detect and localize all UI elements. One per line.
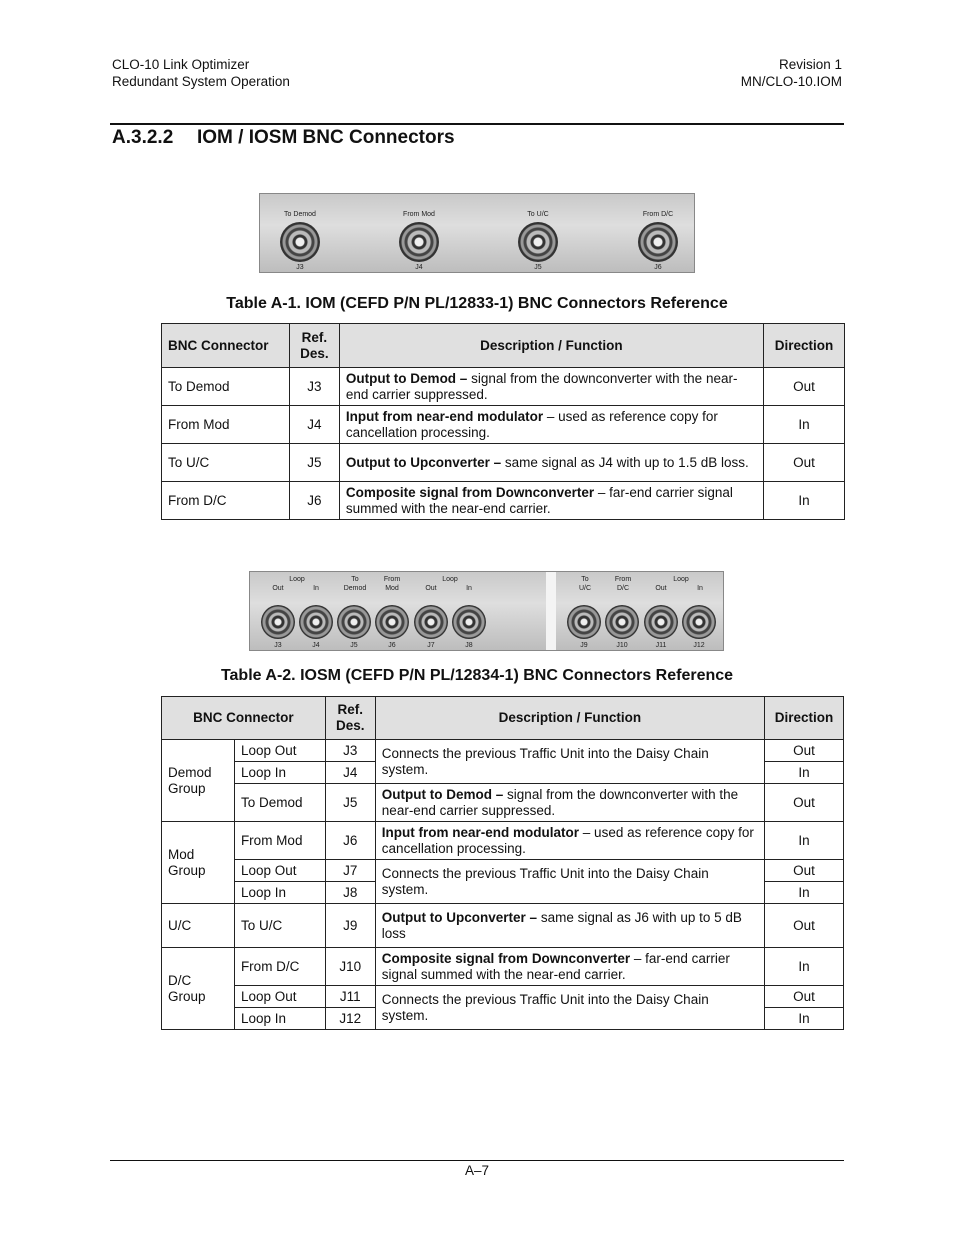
table-a2 (161, 696, 844, 1030)
photo-label-loop: Loop (442, 576, 458, 583)
photo-label-demod: Demod (343, 585, 367, 592)
photo-jack: J5 (350, 642, 358, 649)
table-header-row (162, 324, 845, 368)
doc-subtitle: Redundant System Operation (112, 74, 290, 89)
connector-cell: To Demod (162, 368, 290, 406)
direction-cell: In (764, 1008, 843, 1030)
doc-number: MN/CLO-10.IOM (740, 74, 842, 89)
photo-label-loop: Loop (289, 576, 305, 583)
connector-cell: Loop Out (234, 740, 325, 762)
description-cell: Connects the previous Traffic Unit into the Daisy Chain system. (375, 986, 764, 1030)
photo-jack-j3: J3 (296, 264, 304, 271)
direction-cell: Out (764, 444, 845, 482)
photo-jack: J12 (693, 642, 705, 649)
connector-cell: Loop Out (234, 986, 325, 1008)
photo-label-out: Out (425, 585, 437, 592)
ref-cell: J6 (289, 482, 339, 520)
description-cell: Output to Upconverter – same signal as J6 with up to 5 dB loss (375, 904, 764, 948)
col-header-ref: Ref. Des. (325, 697, 375, 740)
bnc-connector-icon (261, 605, 295, 639)
connector-cell: To U/C (234, 904, 325, 948)
photo-label-from: From (614, 576, 632, 583)
direction-cell: In (764, 762, 843, 784)
photo-label-to-uc: To U/C (527, 211, 549, 218)
photo-jack-j5: J5 (534, 264, 542, 271)
footer-rule (110, 1160, 844, 1161)
ref-cell: J9 (325, 904, 375, 948)
ref-cell: J5 (289, 444, 339, 482)
photo-label-from-mod: From Mod (403, 211, 435, 218)
table-row (162, 904, 844, 948)
col-header-direction: Direction (764, 324, 845, 368)
bnc-connector-icon (518, 222, 558, 262)
bnc-connector-icon (337, 605, 371, 639)
direction-cell: In (764, 882, 843, 904)
table-row (162, 822, 844, 860)
photo-label-in: In (466, 585, 472, 592)
description-cell: Connects the previous Traffic Unit into the Daisy Chain system. (375, 740, 764, 784)
description-cell: Composite signal from Downconverter – far-end carrier signal summed with the near-end carrier. (339, 482, 763, 520)
table-row (162, 740, 844, 762)
ref-cell: J7 (325, 860, 375, 882)
table-row (162, 860, 844, 882)
photo-label-in: In (313, 585, 319, 592)
group-cell-dc: D/C Group (162, 948, 235, 1030)
photo-jack: J11 (655, 642, 667, 649)
connector-cell: Loop In (234, 882, 325, 904)
photo-jack-j6: J6 (654, 264, 662, 271)
description-cell: Connects the previous Traffic Unit into the Daisy Chain system. (375, 860, 764, 904)
table-row (162, 482, 845, 520)
connector-cell: From Mod (162, 406, 290, 444)
col-header-description: Description / Function (339, 324, 763, 368)
ref-cell: J4 (325, 762, 375, 784)
table-row (162, 948, 844, 986)
table-row (162, 368, 845, 406)
bnc-connector-icon (567, 605, 601, 639)
panel-divider (546, 572, 556, 650)
photo-jack: J9 (580, 642, 588, 649)
direction-cell: Out (764, 904, 843, 948)
photo-label-from: From (383, 576, 401, 583)
connector-cell: Loop In (234, 1008, 325, 1030)
direction-cell: Out (764, 368, 845, 406)
photo-label-from-dc: From D/C (642, 211, 674, 218)
ref-cell: J12 (325, 1008, 375, 1030)
connector-cell: To U/C (162, 444, 290, 482)
photo-label-out: Out (655, 585, 667, 592)
col-header-ref: Ref. Des. (289, 324, 339, 368)
direction-cell: Out (764, 784, 843, 822)
photo-label-loop: Loop (673, 576, 689, 583)
ref-cell: J3 (289, 368, 339, 406)
photo-jack: J10 (616, 642, 628, 649)
bnc-connector-icon (644, 605, 678, 639)
col-header-description: Description / Function (375, 697, 764, 740)
direction-cell: In (764, 406, 845, 444)
bnc-connector-icon (280, 222, 320, 262)
direction-cell: In (764, 948, 843, 986)
bnc-connector-icon (605, 605, 639, 639)
bnc-connector-icon (414, 605, 448, 639)
ref-cell: J8 (325, 882, 375, 904)
page-number: A–7 (464, 1163, 490, 1178)
photo-jack: J4 (312, 642, 320, 649)
connector-cell: Loop In (234, 762, 325, 784)
connector-cell: To Demod (234, 784, 325, 822)
running-header-left (112, 56, 290, 90)
connector-cell: From D/C (162, 482, 290, 520)
ref-cell: J6 (325, 822, 375, 860)
photo-label-to: To (351, 576, 359, 583)
header-rule (110, 123, 844, 125)
description-cell: Input from near-end modulator – used as reference copy for cancellation processing. (375, 822, 764, 860)
direction-cell: Out (764, 986, 843, 1008)
photo-label-to: To (581, 576, 589, 583)
iom-panel-photo (259, 193, 695, 273)
photo-jack-j4: J4 (415, 264, 423, 271)
description-cell: Output to Demod – signal from the downconverter with the near-end carrier suppressed. (339, 368, 763, 406)
section-number: A.3.2.2 (112, 127, 174, 148)
table-a1-caption: Table A-1. IOM (CEFD P/N PL/12833-1) BNC Connectors Reference (226, 295, 728, 312)
photo-jack: J6 (388, 642, 396, 649)
direction-cell: Out (764, 740, 843, 762)
direction-cell: In (764, 822, 843, 860)
photo-jack: J7 (427, 642, 435, 649)
description-cell: Input from near-end modulator – used as reference copy for cancellation processing. (339, 406, 763, 444)
photo-label-out: Out (272, 585, 284, 592)
description-cell: Composite signal from Downconverter – far-end carrier signal summed with the near-end carrier. (375, 948, 764, 986)
table-a1 (161, 323, 845, 520)
direction-cell: In (764, 482, 845, 520)
photo-label-in: In (697, 585, 703, 592)
connector-cell: From D/C (234, 948, 325, 986)
col-header-direction: Direction (764, 697, 843, 740)
bnc-connector-icon (399, 222, 439, 262)
section-heading (112, 127, 455, 149)
group-cell-demod: Demod Group (162, 740, 235, 822)
table-row (162, 406, 845, 444)
connector-cell: From Mod (234, 822, 325, 860)
direction-cell: Out (764, 860, 843, 882)
photo-label-mod: Mod (385, 585, 399, 592)
col-header-connector: BNC Connector (162, 697, 326, 740)
group-cell-uc: U/C (162, 904, 235, 948)
description-cell: Output to Demod – signal from the downconverter with the near-end carrier suppressed. (375, 784, 764, 822)
bnc-connector-icon (682, 605, 716, 639)
photo-label-to-demod: To Demod (284, 211, 316, 218)
table-header-row (162, 697, 844, 740)
doc-title: CLO-10 Link Optimizer (112, 57, 250, 72)
ref-cell: J3 (325, 740, 375, 762)
bnc-connector-icon (375, 605, 409, 639)
iosm-panel-photo (249, 571, 724, 651)
table-row (162, 986, 844, 1008)
photo-label-dc: D/C (616, 585, 630, 592)
description-cell: Output to Upconverter – same signal as J4 with up to 1.5 dB loss. (339, 444, 763, 482)
table-a2-caption: Table A-2. IOSM (CEFD P/N PL/12834-1) BNC Connectors Reference (220, 667, 734, 684)
group-cell-mod: Mod Group (162, 822, 235, 904)
col-header-connector: BNC Connector (162, 324, 290, 368)
section-title: IOM / IOSM BNC Connectors (197, 127, 455, 148)
photo-jack: J3 (274, 642, 282, 649)
photo-jack: J8 (465, 642, 473, 649)
ref-cell: J4 (289, 406, 339, 444)
bnc-connector-icon (638, 222, 678, 262)
connector-cell: Loop Out (234, 860, 325, 882)
ref-cell: J10 (325, 948, 375, 986)
table-row (162, 784, 844, 822)
bnc-connector-icon (452, 605, 486, 639)
table-row (162, 444, 845, 482)
ref-cell: J11 (325, 986, 375, 1008)
bnc-connector-icon (299, 605, 333, 639)
photo-label-uc: U/C (578, 585, 592, 592)
revision: Revision 1 (778, 57, 842, 72)
ref-cell: J5 (325, 784, 375, 822)
running-header-right (741, 56, 842, 90)
